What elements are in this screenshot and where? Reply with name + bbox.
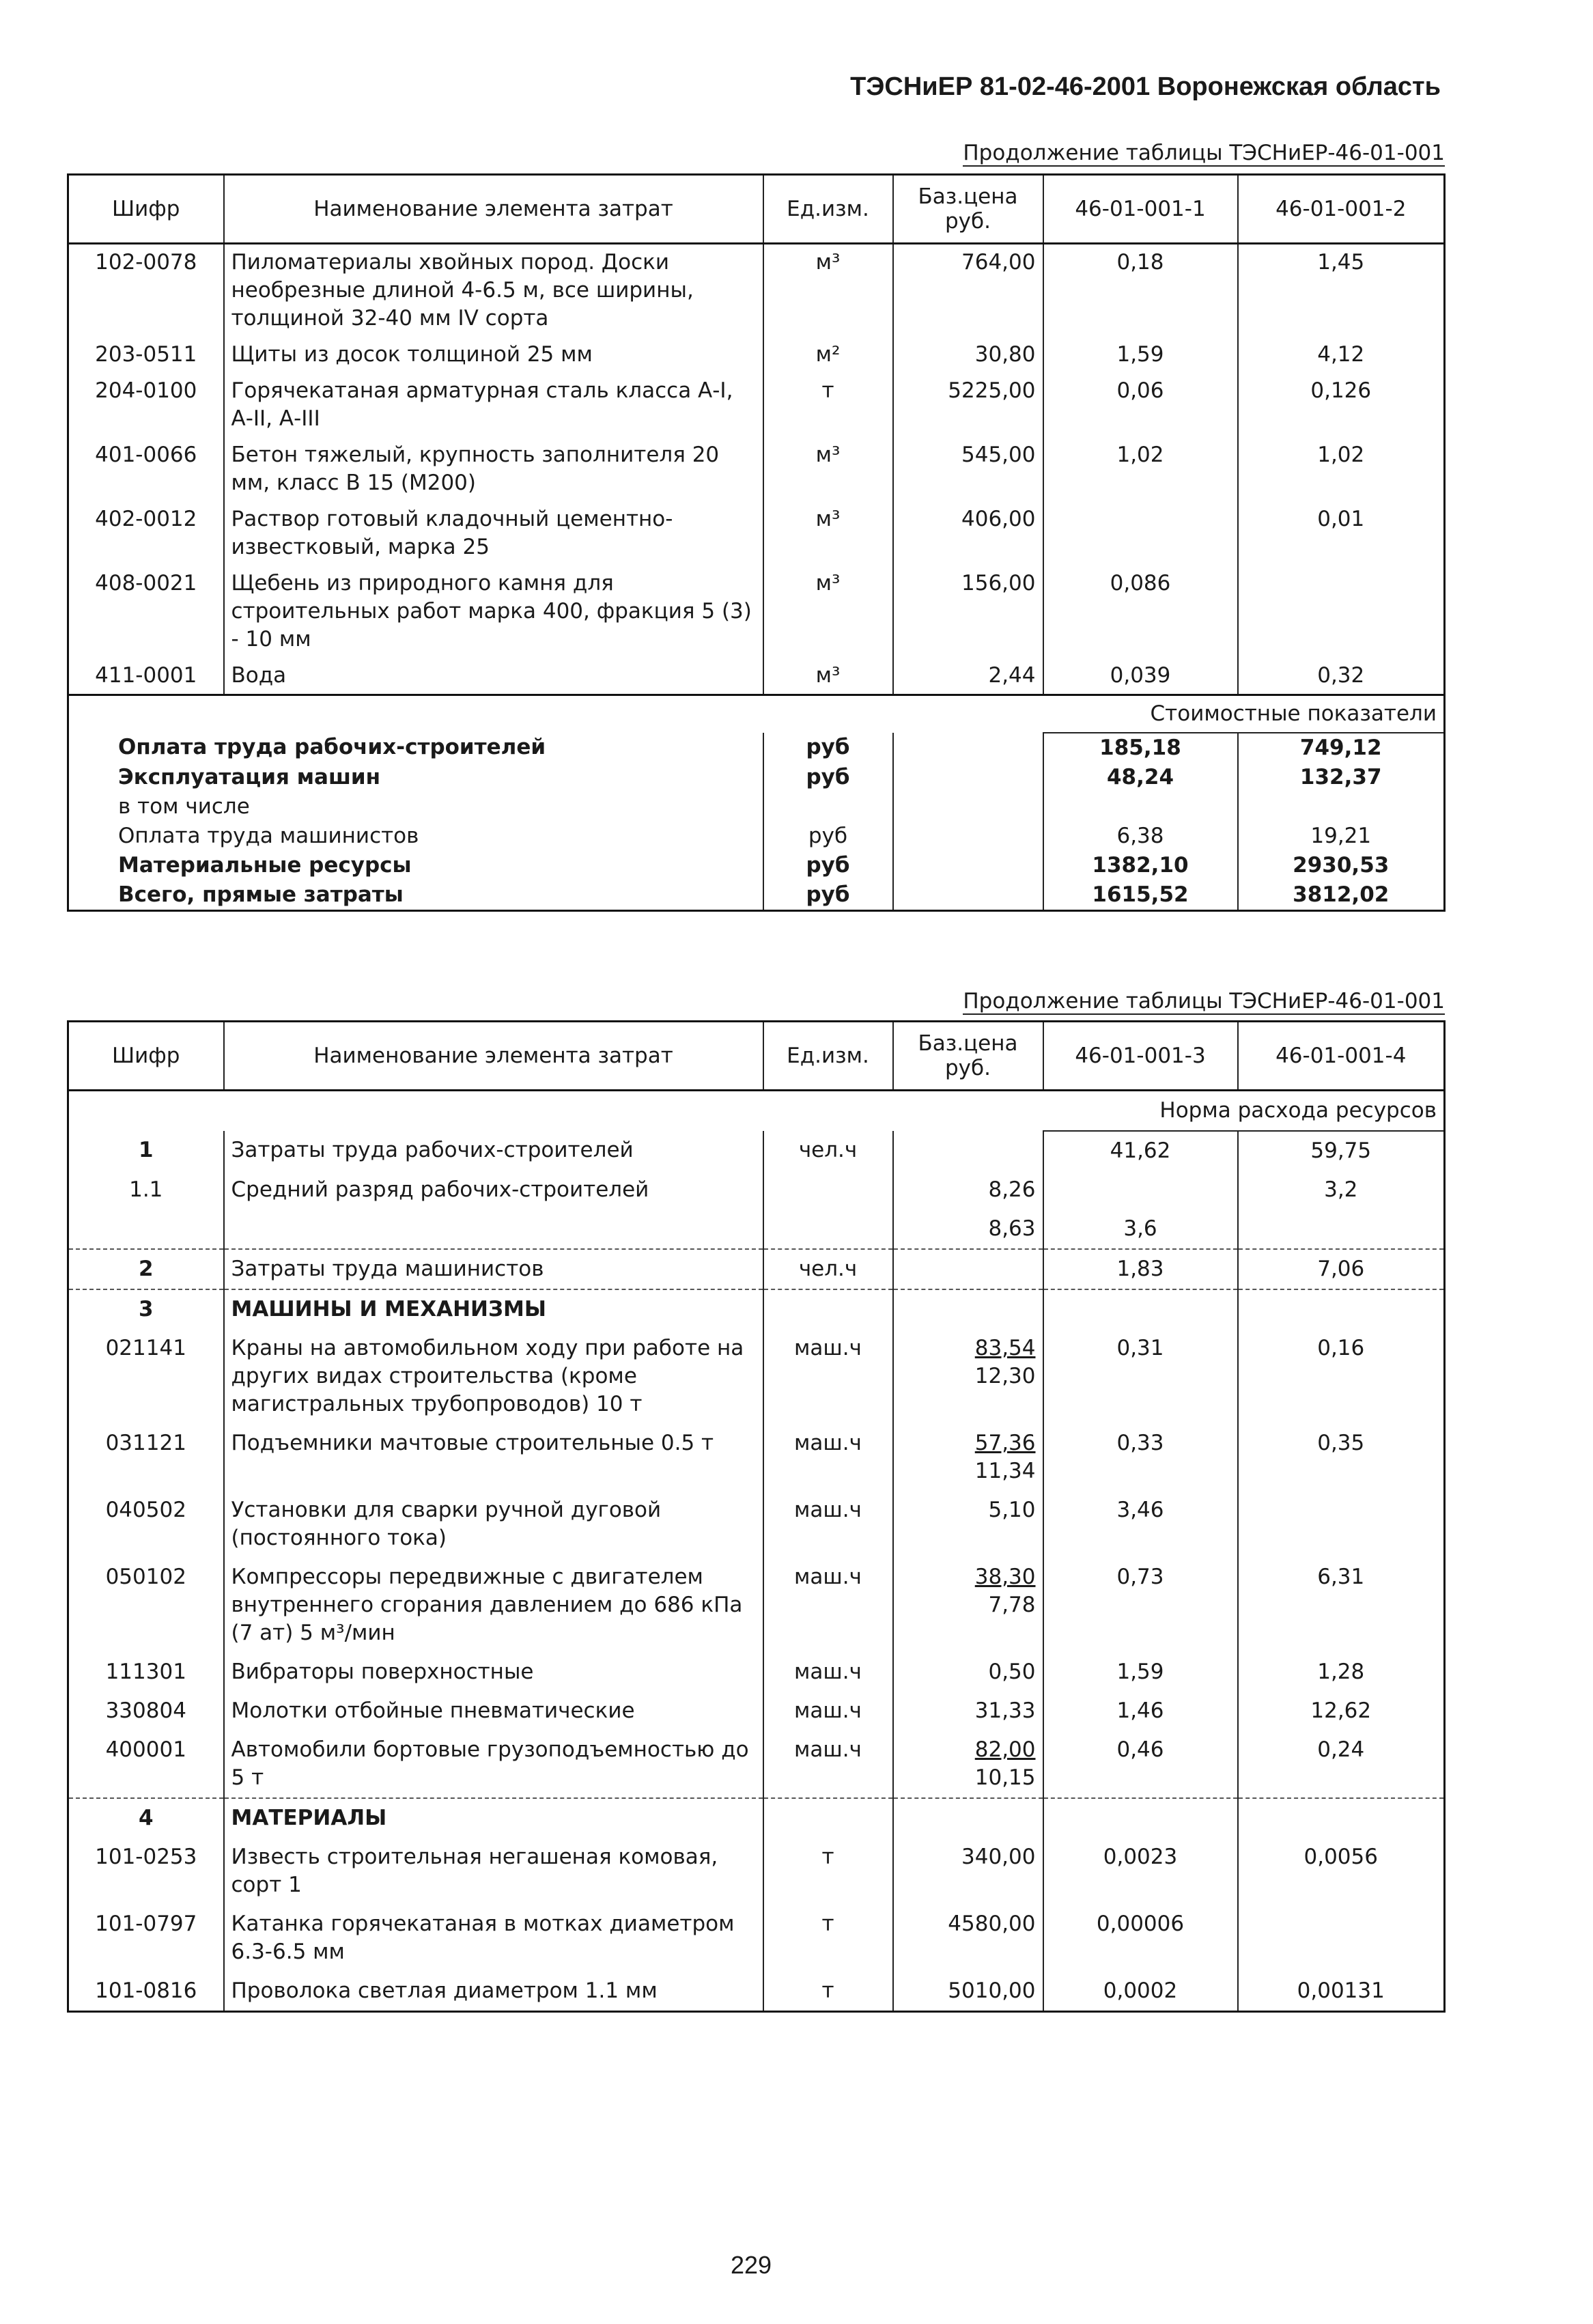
row-v1: 3,46 — [1043, 1491, 1238, 1558]
cost-unit: руб — [763, 763, 893, 792]
row-code: 2 — [68, 1249, 224, 1289]
row-v1: 1,59 — [1043, 337, 1238, 373]
row-price: 82,00 10,15 — [893, 1731, 1043, 1798]
row-name: Установки для сварки ручной дуговой (постоянного тока) — [224, 1491, 763, 1558]
cost-name: Оплата труда машинистов — [118, 824, 419, 848]
cost-v1: 1382,10 — [1043, 851, 1238, 880]
table-row — [68, 501, 1445, 565]
row-unit: маш.ч — [763, 1424, 893, 1491]
table-row — [68, 1905, 1445, 1972]
row-name: Пиломатериалы хвойных пород. Доски необрезные длиной 4-6.5 м, все ширины, толщиной 32-40 мм IV сорта — [224, 244, 763, 337]
row-v1: 0,086 — [1043, 565, 1238, 658]
table-row — [68, 658, 1445, 695]
row-unit: т — [763, 1905, 893, 1972]
col-header-name: Наименование элемента затрат — [224, 175, 763, 244]
row-code: 411-0001 — [95, 663, 197, 688]
row-name: Раствор готовый кладочный цементно-известковый, марка 25 — [224, 501, 763, 565]
row-price: 5010,00 — [893, 1972, 1043, 2012]
row-name: Вода — [224, 658, 763, 695]
table-row — [68, 437, 1445, 501]
cost-row — [68, 851, 1445, 880]
cost-name: Оплата труда рабочих-строителей — [118, 735, 546, 759]
table2 — [67, 1020, 1446, 2013]
norm-header-row — [68, 1091, 1445, 1132]
row-v2: 0,16 — [1238, 1329, 1445, 1424]
col-header-price: Баз.цена руб. — [893, 175, 1043, 244]
cost-row — [68, 792, 1445, 822]
cost-unit — [763, 792, 893, 822]
row-name: МАТЕРИАЛЫ — [224, 1798, 763, 1838]
table1 — [67, 173, 1446, 912]
row-code — [68, 1209, 224, 1249]
row-name: Щиты из досок толщиной 25 мм — [224, 337, 763, 373]
row-v2 — [1238, 1905, 1445, 1972]
row-unit: м³ — [763, 658, 893, 695]
row-v2: 1,02 — [1238, 437, 1445, 501]
row-code: 101-0816 — [95, 1978, 197, 2003]
col-header-code: Шифр — [68, 175, 224, 244]
cost-row — [68, 733, 1445, 763]
table-row — [68, 1171, 1445, 1209]
row-price: 8,63 — [893, 1209, 1043, 1249]
row-price — [893, 1249, 1043, 1289]
row-unit: т — [763, 1972, 893, 2012]
table-row — [68, 1329, 1445, 1424]
row-v1: 0,039 — [1043, 658, 1238, 695]
row-v1: 0,33 — [1043, 1424, 1238, 1491]
row-name: Подъемники мачтовые строительные 0.5 т — [224, 1424, 763, 1491]
row-v1: 0,73 — [1043, 1558, 1238, 1653]
row-unit — [763, 1171, 893, 1209]
cost-unit: руб — [763, 880, 893, 911]
row-code: 203-0511 — [95, 342, 197, 367]
row-v2: 12,62 — [1238, 1692, 1445, 1731]
row-name: МАШИНЫ И МЕХАНИЗМЫ — [224, 1289, 763, 1329]
row-name: Средний разряд рабочих-строителей — [224, 1171, 763, 1209]
row-unit — [763, 1289, 893, 1329]
table-row — [68, 1209, 1445, 1249]
row-v2: 59,75 — [1238, 1131, 1445, 1171]
row-name: Проволока светлая диаметром 1.1 мм — [224, 1972, 763, 2012]
row-code: 101-0253 — [95, 1845, 197, 1869]
col-header-v3: 46-01-001-3 — [1043, 1022, 1238, 1091]
row-v1 — [1043, 1171, 1238, 1209]
cost-unit: руб — [763, 822, 893, 851]
row-v2 — [1238, 1209, 1445, 1249]
table-row — [68, 1972, 1445, 2012]
row-v1: 0,18 — [1043, 244, 1238, 337]
row-unit: маш.ч — [763, 1558, 893, 1653]
row-unit: маш.ч — [763, 1731, 893, 1798]
col-header-name: Наименование элемента затрат — [224, 1022, 763, 1091]
row-v1: 1,59 — [1043, 1653, 1238, 1692]
row-v2: 3,2 — [1238, 1171, 1445, 1209]
cost-row — [68, 763, 1445, 792]
table2-continuation: Продолжение таблицы ТЭСНиЕР-46-01-001 — [963, 989, 1445, 1013]
row-code: 1 — [138, 1138, 154, 1162]
col-header-code: Шифр — [68, 1022, 224, 1091]
row-price: 30,80 — [893, 337, 1043, 373]
row-name: Затраты труда рабочих-строителей — [224, 1131, 763, 1171]
row-name: Краны на автомобильном ходу при работе на других видах строительства (кроме магистральных трубопроводов) 10 т — [224, 1329, 763, 1424]
row-unit: маш.ч — [763, 1491, 893, 1558]
row-v1: 0,0002 — [1043, 1972, 1238, 2012]
row-price: 0,50 — [893, 1653, 1043, 1692]
row-v1: 0,06 — [1043, 373, 1238, 437]
row-code: 402-0012 — [95, 507, 197, 531]
row-price: 5,10 — [893, 1491, 1043, 1558]
row-code: 102-0078 — [95, 250, 197, 275]
table-row — [68, 1249, 1445, 1289]
norm-header: Норма расхода ресурсов — [1043, 1091, 1445, 1132]
row-price: 83,54 12,30 — [893, 1329, 1043, 1424]
row-v2: 0,01 — [1238, 501, 1445, 565]
row-v2: 0,00131 — [1238, 1972, 1445, 2012]
row-name: Автомобили бортовые грузоподъемностью до 5 т — [224, 1731, 763, 1798]
row-code: 031121 — [105, 1431, 186, 1455]
page-number: 229 — [730, 2251, 772, 2279]
row-code: 101-0797 — [95, 1912, 197, 1936]
cost-row — [68, 880, 1445, 911]
cost-header: Стоимостные показатели — [1043, 695, 1445, 733]
cost-v2: 132,37 — [1238, 763, 1445, 792]
row-unit: м³ — [763, 437, 893, 501]
row-unit: маш.ч — [763, 1653, 893, 1692]
row-name: Горячекатаная арматурная сталь класса А-I, А-II, А-III — [224, 373, 763, 437]
row-price — [893, 1289, 1043, 1329]
row-v1: 0,31 — [1043, 1329, 1238, 1424]
row-code: 330804 — [105, 1698, 186, 1723]
row-v2: 0,32 — [1238, 658, 1445, 695]
table1-header-row — [68, 175, 1445, 244]
row-unit — [763, 1209, 893, 1249]
table-row — [68, 565, 1445, 658]
row-price: 38,30 7,78 — [893, 1558, 1043, 1653]
row-code: 401-0066 — [95, 443, 197, 467]
row-v1: 41,62 — [1043, 1131, 1238, 1171]
row-code: 400001 — [105, 1737, 186, 1762]
row-v2: 0,0056 — [1238, 1838, 1445, 1905]
row-code: 4 — [68, 1798, 224, 1838]
row-unit — [763, 1798, 893, 1838]
row-unit: м² — [763, 337, 893, 373]
col-header-unit: Ед.изм. — [763, 1022, 893, 1091]
row-unit: т — [763, 373, 893, 437]
table-row — [68, 244, 1445, 337]
col-header-unit: Ед.изм. — [763, 175, 893, 244]
row-v1: 1,83 — [1043, 1249, 1238, 1289]
table1-continuation: Продолжение таблицы ТЭСНиЕР-46-01-001 — [963, 141, 1445, 165]
row-name: Вибраторы поверхностные — [224, 1653, 763, 1692]
table-row — [68, 1131, 1445, 1171]
cost-v2: 2930,53 — [1238, 851, 1445, 880]
row-code: 204-0100 — [95, 378, 197, 403]
cost-v1: 48,24 — [1043, 763, 1238, 792]
row-name: Щебень из природного камня для строительных работ марка 400, фракция 5 (3) - 10 мм — [224, 565, 763, 658]
cost-unit: руб — [763, 733, 893, 763]
cost-v2 — [1238, 792, 1445, 822]
row-name: Катанка горячекатаная в мотках диаметром 6.3-6.5 мм — [224, 1905, 763, 1972]
row-v1: 0,00006 — [1043, 1905, 1238, 1972]
cost-v2: 749,12 — [1238, 733, 1445, 763]
cost-v2: 3812,02 — [1238, 880, 1445, 911]
row-code: 050102 — [105, 1565, 186, 1589]
cost-v2: 19,21 — [1238, 822, 1445, 851]
row-price: 764,00 — [893, 244, 1043, 337]
row-v2: 4,12 — [1238, 337, 1445, 373]
row-name: Затраты труда машинистов — [224, 1249, 763, 1289]
row-v1 — [1043, 501, 1238, 565]
row-v1: 1,46 — [1043, 1692, 1238, 1731]
row-unit: чел.ч — [763, 1131, 893, 1171]
section-row — [68, 1289, 1445, 1329]
table-row — [68, 1838, 1445, 1905]
table-row — [68, 1692, 1445, 1731]
row-code: 1.1 — [129, 1177, 163, 1202]
row-unit: чел.ч — [763, 1249, 893, 1289]
cost-name: Эксплуатация машин — [118, 765, 381, 789]
cost-name: Материальные ресурсы — [118, 853, 412, 878]
cost-name: в том числе — [118, 794, 250, 819]
row-v2: 1,45 — [1238, 244, 1445, 337]
row-unit: маш.ч — [763, 1692, 893, 1731]
row-price: 545,00 — [893, 437, 1043, 501]
cost-name: Всего, прямые затраты — [118, 882, 404, 907]
cost-v1 — [1043, 792, 1238, 822]
table-row — [68, 1424, 1445, 1491]
row-price: 57,36 11,34 — [893, 1424, 1043, 1491]
row-v2: 1,28 — [1238, 1653, 1445, 1692]
row-code: 021141 — [105, 1336, 186, 1360]
cost-v1: 185,18 — [1043, 733, 1238, 763]
row-unit: м³ — [763, 244, 893, 337]
row-v2 — [1238, 1491, 1445, 1558]
row-v2 — [1238, 1798, 1445, 1838]
cost-header-row — [68, 695, 1445, 733]
row-v2: 0,126 — [1238, 373, 1445, 437]
col-header-v2: 46-01-001-2 — [1238, 175, 1445, 244]
row-price: 2,44 — [893, 658, 1043, 695]
row-unit: м³ — [763, 501, 893, 565]
cost-row — [68, 822, 1445, 851]
col-header-price: Баз.цена руб. — [893, 1022, 1043, 1091]
table-row — [68, 1653, 1445, 1692]
table-row — [68, 373, 1445, 437]
row-v2: 7,06 — [1238, 1249, 1445, 1289]
row-code: 408-0021 — [95, 571, 197, 596]
col-header-v1: 46-01-001-1 — [1043, 175, 1238, 244]
row-name — [224, 1209, 763, 1249]
row-v1: 0,0023 — [1043, 1838, 1238, 1905]
cost-unit: руб — [763, 851, 893, 880]
row-v2: 0,35 — [1238, 1424, 1445, 1491]
row-name: Молотки отбойные пневматические — [224, 1692, 763, 1731]
row-name: Компрессоры передвижные с двигателем внутреннего сгорания давлением до 686 кПа (7 ат) 5 м³/мин — [224, 1558, 763, 1653]
row-name: Бетон тяжелый, крупность заполнителя 20 мм, класс В 15 (М200) — [224, 437, 763, 501]
row-v2 — [1238, 1289, 1445, 1329]
row-v2 — [1238, 565, 1445, 658]
row-code: 111301 — [105, 1660, 186, 1684]
cost-v1: 6,38 — [1043, 822, 1238, 851]
row-price: 8,26 — [893, 1171, 1043, 1209]
row-v1: 3,6 — [1043, 1209, 1238, 1249]
row-price — [893, 1131, 1043, 1171]
section-row — [68, 1798, 1445, 1838]
table-row — [68, 337, 1445, 373]
row-price: 340,00 — [893, 1838, 1043, 1905]
cost-v1: 1615,52 — [1043, 880, 1238, 911]
row-code: 040502 — [105, 1498, 186, 1522]
row-unit: маш.ч — [763, 1329, 893, 1424]
row-price: 31,33 — [893, 1692, 1043, 1731]
row-v1 — [1043, 1798, 1238, 1838]
row-price: 5225,00 — [893, 373, 1043, 437]
table-row — [68, 1731, 1445, 1798]
row-price: 156,00 — [893, 565, 1043, 658]
row-v1 — [1043, 1289, 1238, 1329]
row-v2: 0,24 — [1238, 1731, 1445, 1798]
page-header: ТЭСНиЕР 81-02-46-2001 Воронежская область — [850, 72, 1441, 101]
row-name: Известь строительная негашеная комовая, сорт 1 — [224, 1838, 763, 1905]
row-unit: м³ — [763, 565, 893, 658]
row-v1: 1,02 — [1043, 437, 1238, 501]
table-row — [68, 1558, 1445, 1653]
col-header-v4: 46-01-001-4 — [1238, 1022, 1445, 1091]
row-price: 406,00 — [893, 501, 1043, 565]
row-v2: 6,31 — [1238, 1558, 1445, 1653]
row-code: 3 — [68, 1289, 224, 1329]
table-row — [68, 1491, 1445, 1558]
table2-header-row — [68, 1022, 1445, 1091]
row-unit: т — [763, 1838, 893, 1905]
row-v1: 0,46 — [1043, 1731, 1238, 1798]
row-price: 4580,00 — [893, 1905, 1043, 1972]
row-price — [893, 1798, 1043, 1838]
